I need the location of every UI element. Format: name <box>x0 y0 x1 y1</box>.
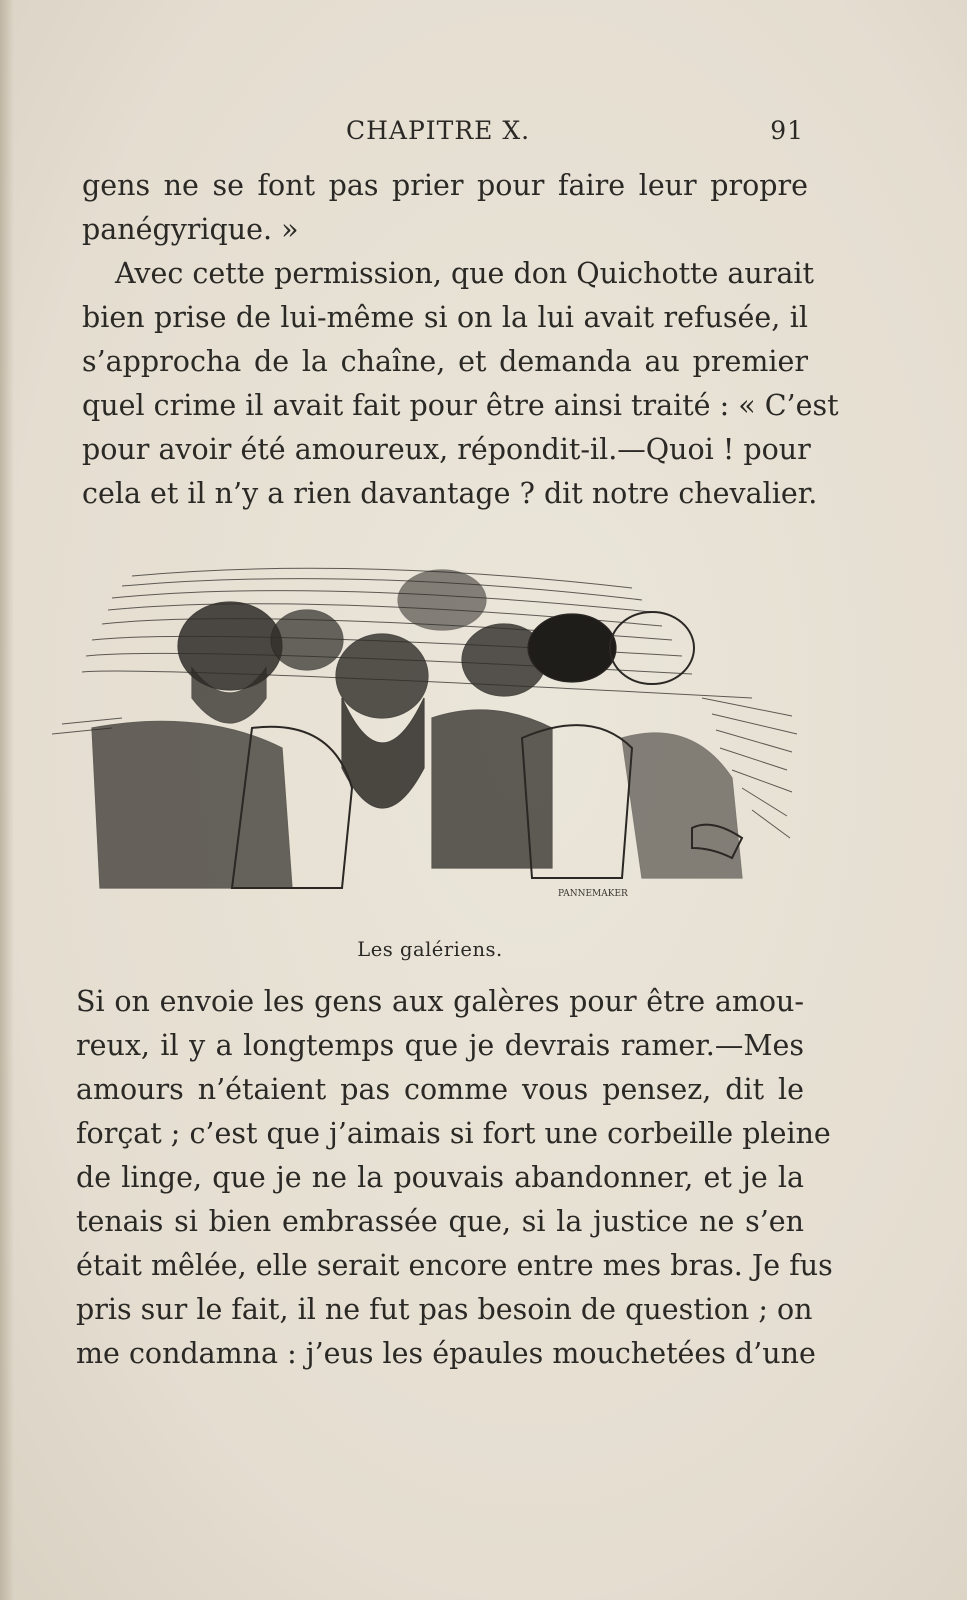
chapter-title: CHAPITRE X. <box>346 116 531 145</box>
text-line: me condamna : j’eus les épaules mouchetées d’une <box>76 1337 816 1370</box>
engraver-signature: PANNEMAKER <box>558 889 628 899</box>
lower-paragraph <box>76 980 833 1376</box>
page-gutter-shadow <box>0 0 14 1600</box>
text-line: pris sur le fait, il ne fut pas besoin de question ; on <box>76 1293 813 1326</box>
galley-slaves-engraving <box>52 548 812 918</box>
text-line: quel crime il avait fait pour être ainsi traité : « C’est <box>82 389 839 422</box>
text-line: pour avoir été amoureux, répondit-il.—Quoi ! pour <box>82 433 811 466</box>
text-line: s’approcha de la chaîne, et demanda au premier <box>82 345 808 378</box>
text-line: était mêlée, elle serait encore entre mes bras. Je fus <box>76 1249 833 1282</box>
text-line: amours n’étaient pas comme vous pensez, dit le <box>76 1073 804 1106</box>
text-line: reux, il y a longtemps que je devrais ramer.—Mes <box>76 1029 804 1062</box>
text-line: gens ne se font pas prier pour faire leur propre <box>82 169 808 202</box>
text-line: Avec cette permission, que don Quichotte aurait <box>115 257 814 290</box>
text-line: panégyrique. » <box>82 213 299 246</box>
running-head <box>84 112 804 152</box>
engraving-figures <box>92 570 742 888</box>
text-line: forçat ; c’est que j’aimais si fort une corbeille pleine <box>76 1117 831 1150</box>
text-line: bien prise de lui-même si on la lui avait refusée, il <box>82 301 808 334</box>
illustration-caption: Les galériens. <box>357 938 503 961</box>
upper-paragraphs <box>82 164 839 516</box>
text-line: tenais si bien embrassée que, si la justice ne s’en <box>76 1205 804 1238</box>
text-line: Si on envoie les gens aux galères pour être amou- <box>76 985 804 1018</box>
page-number: 91 <box>770 116 804 145</box>
text-line: cela et il n’y a rien davantage ? dit notre chevalier. <box>82 477 818 510</box>
text-line: de linge, que je ne la pouvais abandonner, et je la <box>76 1161 804 1194</box>
